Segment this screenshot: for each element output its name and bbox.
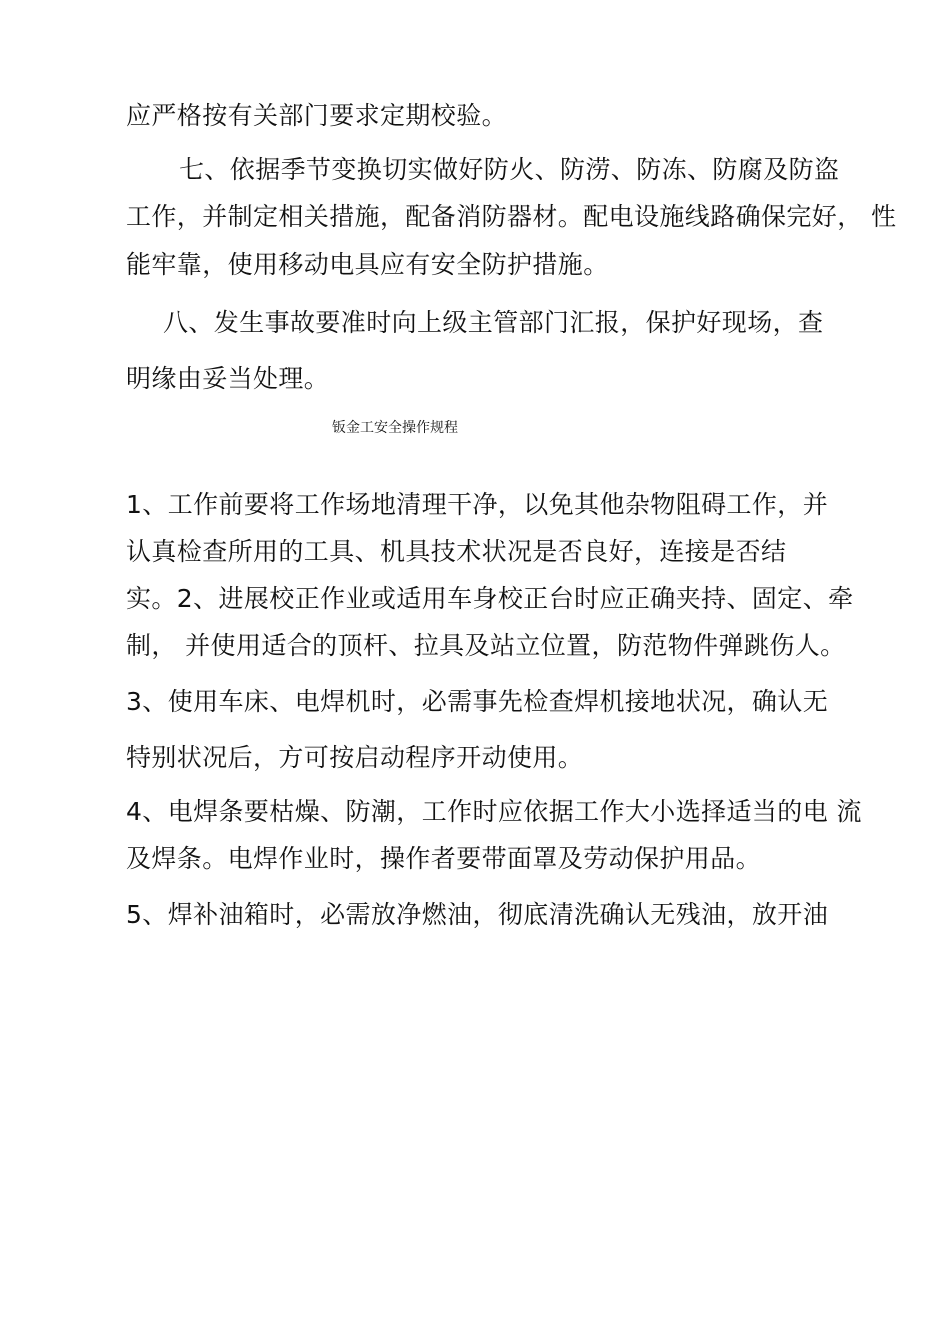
rule-line: 特别状况后，方可按启动程序开动使用。 [126,743,584,772]
rule-line: 4、电焊条要枯燥、防潮，工作时应依据工作大小选择适当的电 流 [126,797,862,826]
rule-line: 及焊条。电焊作业时，操作者要带面罩及劳动保护用品。 [126,844,762,873]
paragraph-line: 工作，并制定相关措施，配备消防器材。配电设施线路确保完好， 性 [126,202,897,231]
paragraph-line: 七、依据季节变换切实做好防火、防涝、防冻、防腐及防盗 [179,155,840,184]
paragraph-line: 明缘由妥当处理。 [126,364,330,393]
paragraph-line: 能牢靠，使用移动电具应有安全防护措施。 [126,250,609,279]
paragraph-line: 应严格按有关部门要求定期校验。 [126,101,508,130]
rule-line: 实。2、进展校正作业或适用车身校正台时应正确夹持、固定、牵 [126,584,854,613]
rule-line: 1、工作前要将工作场地清理干净，以免其他杂物阻碍工作，并 [126,490,829,519]
rule-line: 制， 并使用适合的顶杆、拉具及站立位置，防范物件弹跳伤人。 [126,631,846,660]
rule-line: 5、焊补油箱时，必需放净燃油，彻底清洗确认无残油，放开油 [126,900,829,929]
section-title: 钣金工安全操作规程 [332,420,458,436]
rule-line: 认真检查所用的工具、机具技术状况是否良好，连接是否结 [126,537,787,566]
paragraph-line: 八、发生事故要准时向上级主管部门汇报，保护好现场，查 [163,308,824,337]
rule-line: 3、使用车床、电焊机时，必需事先检查焊机接地状况，确认无 [126,687,829,716]
